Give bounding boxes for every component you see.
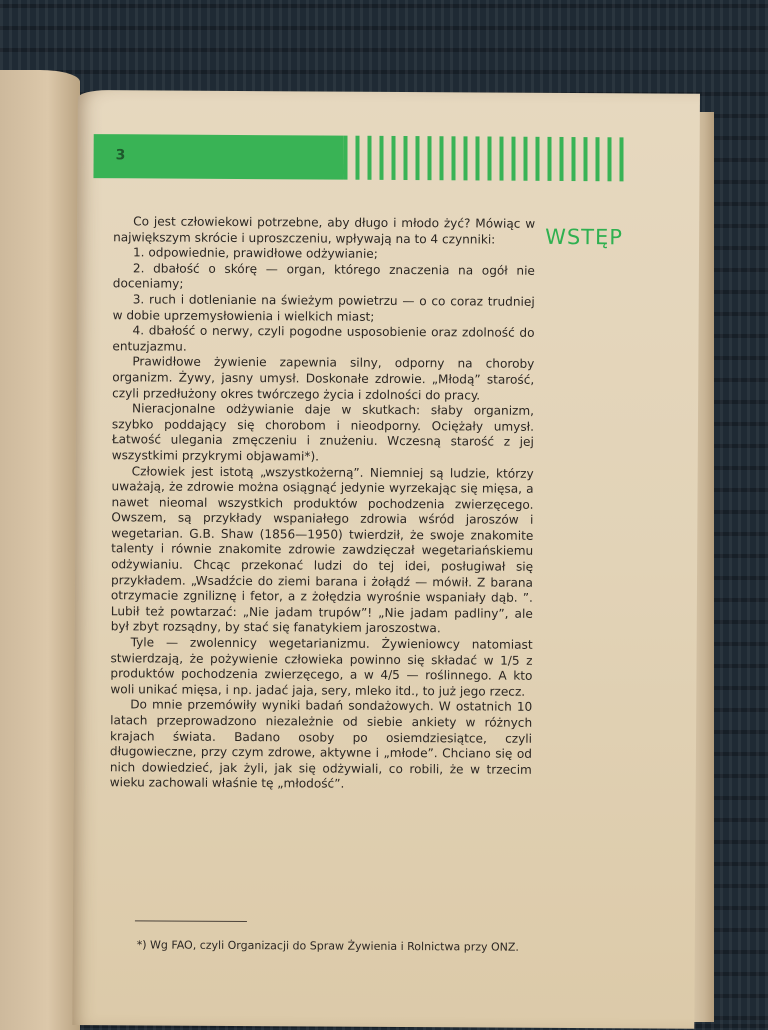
footnote-rule bbox=[135, 920, 247, 922]
list-item: 4. dbałość o nerwy, czyli pogodne usposobienie oraz zdolność do entuzjazmu. bbox=[112, 323, 535, 354]
page-number: 3 bbox=[115, 147, 126, 164]
paragraph: Co jest człowiekowi potrzebne, aby długo i młodo żyć? Mówiąc w największym skrócie i uproszczeniu, wpływają na to 4 czynniki: bbox=[113, 214, 536, 247]
footnote: *) Wg FAO, czyli Organizacji do Spraw Żywienia i Rolnictwa przy ONZ. bbox=[136, 938, 519, 954]
book-page bbox=[72, 90, 700, 1029]
header-bar bbox=[93, 134, 624, 181]
header-bar-solid bbox=[93, 134, 343, 180]
paragraph: Prawidłowe żywienie zapewnia silny, odporny na choroby organizm. Żywy, jasny umysł. Doskonałe zdrowie. „Młodą” starość, czyli przedłużony okres twórczego życia i zdolności do pracy. bbox=[112, 354, 535, 402]
header-bar-stripes bbox=[343, 136, 624, 182]
paragraph: Nieracjonalne odżywianie daje w skutkach: słaby organizm, szybko poddający się chorobom i nieodporny. Ociężały umysł. Łatwość ulegania zmęczeniu i znużeniu. Wczesną starość z jej wszystkimi przykrymi objawami*). bbox=[111, 401, 535, 464]
section-title: WSTĘP bbox=[545, 224, 624, 250]
paragraph: Człowiek jest istotą „wszystkożerną”. Niemniej są ludzie, którzy uważają, że zdrowie można osiągnąć jedynie wyrzekając się mięsa, a nawet nieomal wszystkich produktów pochodzenia zwierzęcego. Owszem, są przykłady wspaniałego zdrowia wśród jaroszów i wegetarian. G.B. Shaw (1856—1950) twierdził, że swoje znakomite talenty i równie znakomite zdrowie zawdzięczał wegetariańskiemu odżywianiu. Chcąc przekonać ludzi do tej idei, posługiwał się przykładem. „Wsadźcie do ziemi barana i żołądź — mówił. Z barana otrzymacie zgniliznę i fetor, a z żołędzia wyrośnie wspaniały dąb. ”. Lubił też powtarzać: „Nie jadam trupów”! „Nie jadam padliny”, ale był zbyt rozsądny, by stać się fanatykiem jaroszostwa. bbox=[110, 463, 534, 636]
list-item: 1. odpowiednie, prawidłowe odżywianie; bbox=[132, 245, 378, 262]
list-item: 3. ruch i dotlenianie na świeżym powietrzu — o co coraz trudniej w dobie uprzemysłowienia i wielkich miast; bbox=[112, 292, 535, 324]
list-item: 2. dbałość o skórę — organ, którego znaczenia na ogół nie doceniamy; bbox=[112, 261, 535, 292]
paragraph: Tyle — zwolennicy wegetarianizmu. Żywieniowcy natomiast stwierdzają, że pożywienie człowieka powinno się składać w 1/5 z produktów pochodzenia zwierzęcego, a w 4/5 — roślinnego. A kto woli unikać mięsa, i np. jadać jaja, sery, mleko itd., to już jego rzecz. bbox=[110, 635, 533, 699]
paragraph: Do mnie przemówiły wyniki badań sondażowych. W ostatnich 10 latach przeprowadzono niezależnie od siebie ankiety w różnych krajach świata. Badano osoby po osiemdziesiątce, czyli długowieczne, przy czym zdrowe, aktywne i „młode”. Chciano się od nich dowiedzieć, jak żyli, jak się odżywiali, co robili, że w trzecim wieku zachowali właśnie tę „młodość”. bbox=[109, 697, 533, 792]
left-page bbox=[0, 70, 80, 1030]
body-text bbox=[110, 214, 536, 794]
